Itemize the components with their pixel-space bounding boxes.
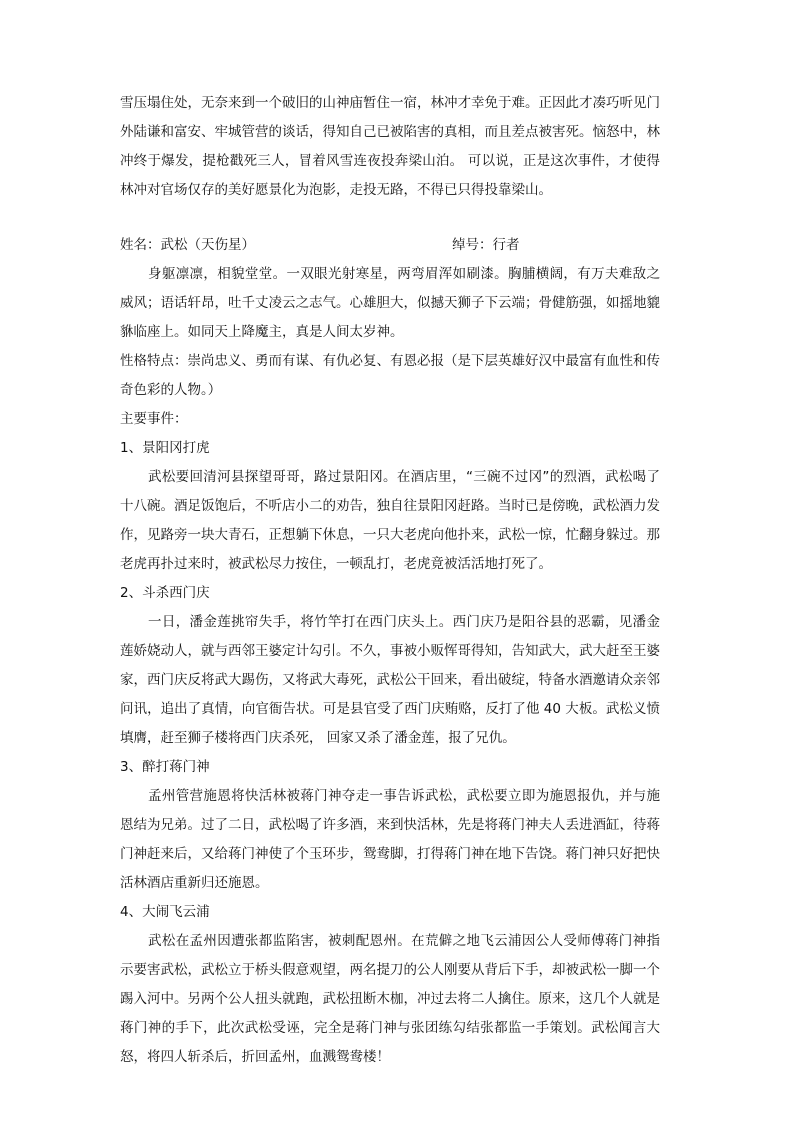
intro-section: [120, 89, 660, 205]
event-title: 1、景阳冈打虎: [120, 440, 210, 456]
profile-header: [120, 231, 660, 260]
profile-description: 身躯凛凛，相貌堂堂。一双眼光射寒星，两弯眉浑如刷漆。胸脯横阔，有万夫难敌之威风；语话轩昂，吐千丈凌云之志气。心雄胆大，似撼天狮子下云端；骨健筋强，如摇地貔貅临座上。如同天上降魔主，真是人间太岁神。: [120, 266, 660, 340]
event-text: 武松要回清河县探望哥哥，路过景阳冈。在酒店里，“三碗不过冈”的烈酒，武松喝了十八碗。酒足饭饱后，不听店小二的劝告，独自往景阳冈赶路。当时已是傍晚，武松酒力发作，见路旁一块大青石，正想躺下休息，一只大老虎向他扑来，武松一惊，忙翻身躲过。那老虎再扑过来时，被武松尽力按住，一顿乱打，老虎竟被活活地打死了。: [120, 469, 660, 572]
profile-name: 姓名：武松（天伤星）: [120, 237, 255, 253]
event-title: 2、斗杀西门庆: [120, 585, 210, 601]
intro-paragraph: 雪压塌住处，无奈来到一个破旧的山神庙暂住一宿，林冲才幸免于难。正因此才凑巧听见门外陆谦和富安、牢城管营的谈话，得知自己已被陷害的真相，而且差点被害死。恼怒中，林冲终于爆发，提枪戳死三人，冒着风雪连夜投奔梁山泊。 可以说，正是这次事件，才使得林冲对官场仅存的美好愿景化为泡影，走投无路，不得已只得投靠梁山。: [120, 95, 660, 198]
event-text: 武松在孟州因遭张都监陷害，被刺配恩州。在荒僻之地飞云浦因公人受师傅蒋门神指示要害武松，武松立于桥头假意观望，两名提刀的公人刚要从背后下手，却被武松一脚一个踢入河中。另两个公人扭头就跑，武松扭断木枷，冲过去将二人擒住。原来，这几个人就是蒋门神的手下，此次武松受诬，完全是蒋门神与张团练勾结张都监一手策划。武松闻言大怒，将四人斩杀后，折回孟州，血溅鸳鸯楼！: [120, 933, 660, 1065]
profile-traits: 性格特点：崇尚忠义、勇而有谋、有仇必复、有恩必报（是下层英雄好汉中最富有血性和传奇色彩的人物。）: [120, 353, 660, 398]
events-heading: 主要事件：: [120, 411, 188, 427]
profile-nickname: 绰号：行者: [452, 237, 520, 253]
profile-section: [120, 260, 660, 1072]
event-text: 孟州管营施恩将快活林被蒋门神夺走一事告诉武松，武松要立即为施恩报仇，并与施恩结为兄弟。过了二日，武松喝了许多酒，来到快活林，先是将蒋门神夫人丢进酒缸，待蒋门神赶来后，又给蒋门神使了个玉环步，鸳鸯脚，打得蒋门神在地下告饶。蒋门神只好把快活林酒店重新归还施恩。: [120, 788, 660, 891]
event-title: 3、醉打蒋门神: [120, 759, 210, 775]
event-text: 一日，潘金莲挑帘失手，将竹竿打在西门庆头上。西门庆乃是阳谷县的恶霸，见潘金莲娇娆动人，就与西邻王婆定计勾引。不久，事被小贩恽哥得知，告知武大，武大赶至王婆家，西门庆反将武大踢伤，又将武大毒死，武松公干回来，看出破绽，特备水酒邀请众亲邻问讯，追出了真情，向官衙告状。可是县官受了西门庆贿赂，反打了他 40 大板。武松义愤填膺，赶至狮子楼将西门庆杀死， 回家又杀了潘金莲，报了兄仇。: [120, 614, 660, 746]
event-title: 4、大闹飞云浦: [120, 904, 210, 920]
